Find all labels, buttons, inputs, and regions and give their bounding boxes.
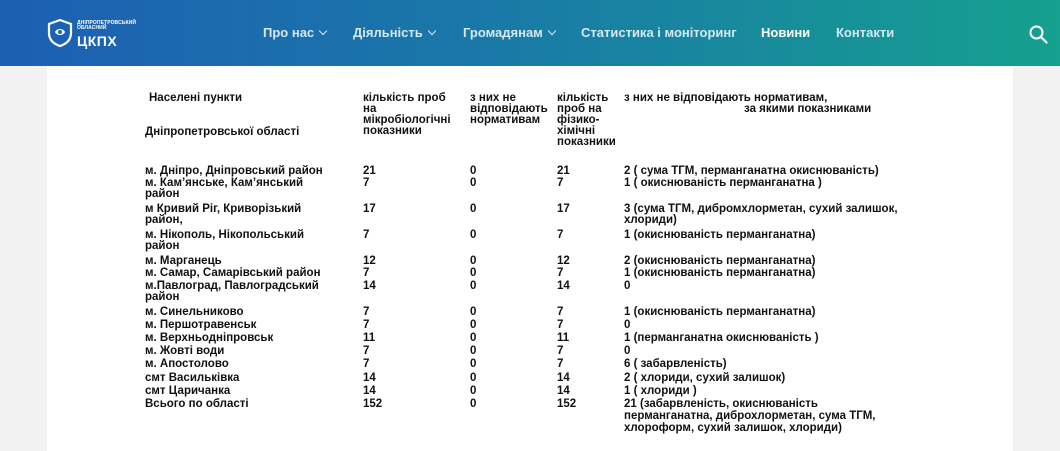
row-name-cont: район	[145, 240, 180, 252]
row-micro-bad: 0	[470, 319, 477, 331]
chevron-down-icon	[548, 27, 556, 35]
row-micro-bad: 0	[470, 372, 477, 384]
row-micro: 7	[363, 306, 370, 318]
row-micro-bad: 0	[470, 165, 477, 177]
header-micro-line1: кількість проб	[363, 92, 446, 104]
header-micro-line4: показники	[363, 125, 422, 137]
row-micro-bad: 0	[470, 332, 477, 344]
row-micro: 17	[363, 203, 376, 215]
row-micro-bad: 0	[470, 345, 477, 357]
row-name: м. Синельниково	[145, 306, 244, 318]
nav-item-about[interactable]	[263, 25, 326, 40]
row-chem: 7	[557, 319, 564, 331]
row-chem-bad: 1 (окиснюваність перманганатна)	[624, 306, 816, 318]
row-micro: 14	[363, 385, 376, 397]
row-chem: 7	[557, 345, 564, 357]
row-name-cont: район	[145, 188, 180, 200]
site-logo[interactable]	[47, 18, 157, 50]
header-chem-line2: проб на	[557, 103, 602, 115]
logo-title: ЦКПХ	[77, 33, 118, 49]
row-chem-bad: 0	[624, 345, 631, 357]
row-name: м. Першотравенськ	[145, 319, 257, 331]
header-micro-line2: на	[363, 103, 377, 115]
header-chem-line4: хімічні	[557, 125, 596, 137]
row-name: смт Васильківка	[145, 372, 240, 384]
row-micro-bad: 0	[470, 177, 477, 189]
row-chem: 7	[557, 229, 564, 241]
row-chem-bad: 6 ( забарвленість)	[624, 358, 727, 370]
row-chem: 14	[557, 372, 570, 384]
nav-item-label: Діяльність	[353, 25, 423, 40]
search-icon[interactable]	[1028, 24, 1048, 44]
total-chem-bad-cont: перманганатна, диброхлорметан, сума ТГМ,	[624, 410, 876, 422]
nav-item-label: Статистика і моніторинг	[581, 25, 737, 40]
header-micro-line3: мікробіологічні	[363, 114, 451, 126]
nav-item-label: Про нас	[263, 25, 315, 40]
row-name: м. Кам’янське, Кам’янський	[145, 177, 304, 189]
nav-item-statistics[interactable]	[581, 25, 737, 40]
row-micro-bad: 0	[470, 385, 477, 397]
row-chem: 11	[557, 332, 570, 344]
row-name: м Кривий Ріг, Криворізький	[145, 203, 302, 215]
nav-item-label: Новини	[761, 25, 811, 40]
row-micro: 7	[363, 358, 370, 370]
row-chem-bad: 0	[624, 319, 631, 331]
row-name: м. Марганець	[145, 255, 222, 267]
row-name: смт Царичанка	[145, 385, 231, 397]
header-chem-bad-line1: з них не відповідають нормативам,	[624, 92, 828, 104]
header-micro-bad-line2: відповідають	[470, 103, 548, 115]
row-micro-bad: 0	[470, 358, 477, 370]
nav-item-label: Контакти	[836, 25, 895, 40]
row-chem-bad: 1 ( окиснюваність перманганатна )	[624, 177, 822, 189]
row-chem: 7	[557, 177, 564, 189]
row-micro: 14	[363, 280, 376, 292]
row-chem-bad: 1 (окиснюваність перманганатна)	[624, 229, 816, 241]
header-chem-line3: фізико-	[557, 114, 600, 126]
row-name: м. Нікополь, Нікопольський	[145, 229, 305, 241]
row-name: м. Дніпро, Дніпровський район	[145, 165, 323, 177]
row-chem-bad-cont: хлориди)	[624, 214, 677, 226]
row-chem: 7	[557, 358, 564, 370]
row-micro: 7	[363, 229, 370, 241]
cropped-text-fragment	[135, 66, 515, 70]
nav-item-label: Громадянам	[463, 25, 543, 40]
row-micro: 12	[363, 255, 376, 267]
total-micro-bad: 0	[470, 398, 477, 410]
row-chem-bad: 1 (перманганатна окиснюваність )	[624, 332, 819, 344]
header-region: Дніпропетровської області	[145, 126, 300, 138]
row-micro-bad: 0	[470, 306, 477, 318]
row-micro-bad: 0	[470, 255, 477, 267]
row-chem: 21	[557, 165, 570, 177]
row-chem-bad: 0	[624, 280, 631, 292]
nav-item-citizens[interactable]	[463, 25, 555, 40]
row-name-cont: район	[145, 291, 180, 303]
row-micro: 7	[363, 177, 370, 189]
row-name: м. Самар, Самарівський район	[145, 267, 321, 279]
total-chem-bad-cont: хлороформ, сухий залишок, хлориди)	[624, 422, 842, 434]
row-micro-bad: 0	[470, 280, 477, 292]
chevron-down-icon	[319, 27, 327, 35]
row-name: м. Апостолово	[145, 358, 229, 370]
row-chem-bad: 3 (сума ТГМ, дибромхлорметан, сухий залишок,	[624, 203, 898, 215]
row-chem: 7	[557, 267, 564, 279]
row-micro: 21	[363, 165, 376, 177]
row-chem: 14	[557, 385, 570, 397]
row-chem: 17	[557, 203, 570, 215]
row-micro: 11	[363, 332, 376, 344]
nav-item-news[interactable]	[761, 25, 810, 40]
row-micro: 7	[363, 319, 370, 331]
row-chem-bad: 1 (окиснюваність перманганатна)	[624, 267, 816, 279]
header-chem-bad-line2: за якими показниками	[744, 103, 872, 115]
nav-item-contacts[interactable]	[836, 25, 894, 40]
row-micro-bad: 0	[470, 203, 477, 215]
row-micro: 14	[363, 372, 376, 384]
total-micro: 152	[363, 398, 383, 410]
row-micro: 7	[363, 345, 370, 357]
logo-emblem-icon	[47, 19, 73, 47]
row-chem: 7	[557, 306, 564, 318]
total-row-name: Всього по області	[145, 398, 249, 410]
row-chem: 14	[557, 280, 570, 292]
row-chem-bad: 2 (окиснюваність перманганатна)	[624, 255, 816, 267]
chevron-down-icon	[428, 27, 436, 35]
row-chem-bad: 1 ( хлориди )	[624, 385, 697, 397]
row-name: м. Верхньодніпровськ	[145, 332, 274, 344]
header-micro-bad-line1: з них не	[470, 92, 516, 104]
header-settlements: Населені пункти	[149, 92, 243, 104]
row-micro: 7	[363, 267, 370, 279]
header-chem-line1: кількість	[557, 92, 609, 104]
row-name-cont: район,	[145, 214, 183, 226]
header-chem-line5: показники	[557, 136, 616, 148]
total-chem-bad: 21 (забарвленість, окиснюваність	[624, 398, 818, 410]
nav-item-activity[interactable]	[353, 25, 435, 40]
row-name: м.Павлоград, Павлоградський	[145, 280, 319, 292]
row-chem: 12	[557, 255, 570, 267]
row-micro-bad: 0	[470, 229, 477, 241]
row-chem-bad: 2 ( хлориди, сухий залишок)	[624, 372, 786, 384]
total-chem: 152	[557, 398, 577, 410]
logo-subtitle: ДНІПРОПЕТРОВСЬКИЙ ОБЛАСНИЙ	[77, 20, 137, 31]
row-chem-bad: 2 ( сума ТГМ, перманганатна окиснюваність)	[624, 165, 879, 177]
row-micro-bad: 0	[470, 267, 477, 279]
header-micro-bad-line3: нормативам	[470, 114, 541, 126]
row-name: м. Жовті води	[145, 345, 225, 357]
site-header	[0, 0, 1060, 66]
